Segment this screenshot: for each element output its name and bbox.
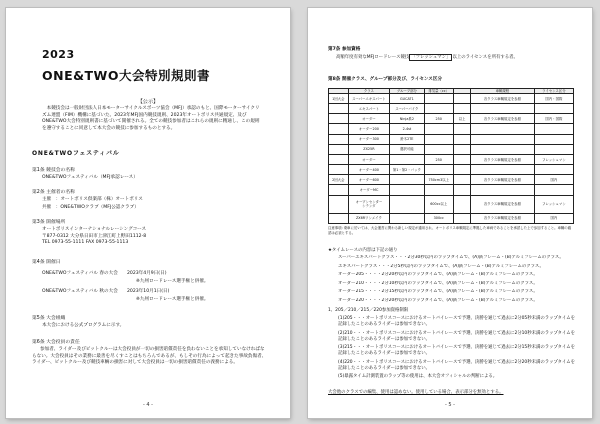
time-race-item: オーダー220・・・・2分20秒以内のラップタイムで、(A)鉄フレーム・(B)アルミフレームのクラス。 [338,298,538,303]
table-row [329,134,574,144]
time-race-item: オーダー210・・・・2分10秒以内のラップタイムで、(A)鉄フレーム・(B)アルミフレームのクラス。 [338,280,538,286]
table-cell: オーダー [348,114,390,124]
table-cell [534,134,573,144]
time-race-item: スーパーエキスパートクラス・・・2分30秒以内のラップタイムで、(A)鉄フレーム・(B)アルミフレームのクラス。 [338,255,564,260]
table-cell: 250 [424,114,453,124]
table-cell: オープンセンター シテンダ [348,195,390,213]
table-row [329,165,574,175]
table-cell [453,165,470,175]
notice-body: 本競技会は一般財団法人日本モーターサイクルスポーツ協会（MFJ）承認のもと、国際モーターサイクリズム連盟（FIM）機構に基づいた、2023年MFJ国内競技規則、2023年オートポリス共通規定、及びONE&TWO大会特別規則書に基づいて開催される。全ての競技参加者はこれらの規則に精通し、この規則を遵守することに同意して本大会の競技に参加するものとする。 [42,106,260,131]
article-4-autumn-note: ※九州ロードレース選手権と併催。 [136,297,209,302]
article-6-body: 参加者、ライダー及びピットクルーは大会役員が一切の損害賠償責任を負わないことを承知していなければならない。大会役員はその業務に最善を尽くすことはもちろんであるが、もしその行為によって起きた事故負傷者、ライダー、ピットクルー及び競技車輌の損害に対して大会役員は一切の損害賠償責任の義務による。 [32,347,267,366]
table-header-cell: グループ部分 [390,89,424,94]
table-cell [453,185,470,195]
table-cell [471,134,535,144]
article-4-spring: ONE&TWOフェスティバル 春の大会 2023年4月9日(日) [42,271,167,276]
left-page [6,8,290,418]
article-1-title: 第1条 競技会の名称 [32,168,75,173]
table-cell [534,124,573,134]
table-cell [390,213,424,223]
table-cell: オーダー400 [348,165,390,175]
table-cell: GUCAT1 [390,94,424,104]
table-cell [329,154,349,164]
table-cell [534,104,573,114]
table-cell [424,165,453,175]
table-row [329,154,574,164]
table-row [329,175,574,185]
time-race-item: オーダー215・・・・2分15秒以内のラップタイムで、(A)鉄フレーム・(B)アルミフレームのクラス。 [338,289,538,295]
table-cell: 国内・国際 [534,94,573,104]
article-3-venue: オートポリスインターナショナルレーシングコース [42,227,147,232]
table-cell: ZX25R [348,144,390,154]
table-cell [471,165,535,175]
table-cell [453,94,470,104]
table-cell: 各クラス車輌規定を参照 [471,195,535,213]
table-cell [329,185,349,195]
table-cell [534,165,573,175]
table-cell [390,195,424,213]
table-cell [471,124,535,134]
table-row [329,213,574,223]
article-3-phone: TEL 0973-55-1111 FAX 0973-55-1113 [42,240,129,245]
table-cell: 選択可能 [390,144,424,154]
final-note: 大会他のクラスでの編集、使用は認めない。使用している場合、表示部分を無効とする。 [328,390,504,395]
table-cell: オーダー200 [348,124,390,134]
table-cell: エキスパート [348,104,390,114]
table-row [329,185,574,195]
article-7-highlight: 「フレッシュマン」 [411,55,451,60]
table-cell: 鈴木2TE [390,134,424,144]
table-cell: 各クラス車輌規定を参照 [471,94,535,104]
table-cell: ZX6Rワンメイク [348,213,390,223]
table-row [329,124,574,134]
section-title: ONE&TWOフェスティバル [32,150,120,157]
table-header-cell: 排気量（cc） [424,89,453,94]
table-cell [471,104,535,114]
table-cell: 各クラス車輌規定を参照 [471,175,535,185]
article-6-title: 第6条 大会役員の責任 [32,340,80,345]
table-cell: 750cm3以上 [424,175,453,185]
table-cell [329,144,349,154]
table-cell: 300cc [424,213,453,223]
table-cell [329,195,349,213]
article-2-title: 第2条 主催者の名称 [32,190,75,195]
table-cell: 国内 [534,175,573,185]
article-3-address: 〒877-0312 大分県日田市上津江町上野田1112-8 [42,234,147,239]
table-cell [424,124,453,134]
article-7-prefix: 高額年度有効なMFJロードレース競技 [336,55,410,60]
table-cell [453,104,470,114]
article-5-title: 第5条 大会組織 [32,316,66,321]
table-cell [471,185,535,195]
table-cell [453,144,470,154]
eligibility-item: (3)215・・・オートポリスコースにおけるオートバイレースで予選、決勝を通じて過去に2分15秒未満のラップタイムを記録したことのあるライダーは参加できない。 [338,345,576,357]
table-cell: 各クラス車輌規定を参照 [471,114,535,124]
table-note: 注意事項: 乗車に於いては、大会運営に関わる新しい規定が適用され、オートポリス車輌規定に準拠した車両であることを承認した上で参加すること。車輌の確認は必須とする。 [328,226,572,235]
table-cell: スーパーバイク [390,104,424,114]
table-cell: 600cc以上 [424,195,453,213]
table-cell [424,94,453,104]
table-cell [329,104,349,114]
table-cell [453,213,470,223]
table-row [329,94,574,104]
eligibility-item: (4)220・・・オートポリスコースにおけるオートバイレースで予選、決勝を通じて過去に2分20秒未満のラップタイムを記録したことのあるライダーは参加できない。 [338,359,576,371]
table-cell: オーダー600 [348,175,390,185]
table-cell: オーダー [348,154,390,164]
table-cell: 2-4st [390,124,424,134]
table-cell: Ninja系2 [390,114,424,124]
table-row [329,144,574,154]
table-cell: スーパーエキスパート [348,94,390,104]
table-cell [534,144,573,154]
table-cell: フレッシュマン [534,154,573,164]
eligibility-title: 1、205／210／215／220参加資格制限 [328,308,409,313]
table-cell: 各クラス車輌規定を参照 [471,154,535,164]
article-2-cosponsor: 共催 ：ONE&TWOクラブ（MFJ公認クラブ） [42,205,139,210]
table-cell: 以上 [453,114,470,124]
article-8-title: 第8条 開催クラス、グループ部分及び、ライセンス区分 [328,77,443,82]
eligibility-item: (5)暴露タイム計測装置のラップ等の使用は、本大会オフィシャルの判断による。 [338,374,498,380]
article-4-title: 第4条 開催日 [32,260,61,265]
eligibility-item: (2)210・・・オートポリスコースにおけるオートバイレースで予選、決勝を通じて過去に2分10秒未満のラップタイムを記録したことのあるライダーは参加できない。 [338,330,576,342]
class-table [328,88,574,224]
article-5-body: 本大会における公式プログラムに示す。 [42,323,125,328]
table-cell: オーダーMC [348,185,390,195]
table-cell [390,175,424,185]
table-cell: オーダー300 [348,134,390,144]
class-table-grid [328,88,574,224]
table-row [329,195,574,213]
article-1-body: ONE&TWOフェスティバル（MFJ承認レース） [42,175,138,180]
table-cell [453,134,470,144]
notice-header: 【公示】 [137,99,159,105]
table-cell [329,134,349,144]
table-cell [424,134,453,144]
table-header-cell: 車輌規程 [471,89,535,94]
table-cell [424,104,453,114]
table-cell: 1回大会 [329,94,349,104]
table-cell [424,144,453,154]
table-cell: 国内 [534,213,573,223]
document-title: ONE&TWO大会特別規則書 [42,68,210,83]
table-cell [329,213,349,223]
table-cell [534,185,573,195]
table-cell: 国内・国際 [534,114,573,124]
table-cell [453,175,470,185]
table-row [329,114,574,124]
table-row [329,104,574,114]
table-cell [424,185,453,195]
table-cell: 各クラス車輌規定を参照 [471,213,535,223]
article-4-autumn: ONE&TWOフェスティバル 秋の大会 2023年10月1日(日) [42,289,170,294]
article-7-suffix: 以上のライセンスを所有する者。 [452,55,518,60]
time-race-title: ★タイムレースの内容は下記の通り [328,248,398,253]
article-4-spring-note: ※九州ロードレース選手権と併催。 [136,279,209,284]
table-cell [329,124,349,134]
table-header-cell: ライセンス区分 [534,89,573,94]
article-3-title: 第3条 開催場所 [32,220,66,225]
eligibility-item: (1)205・・・オートポリスコースにおけるオートバイレースで予選、決勝を通じて過去に2分05秒未満のラップタイムを記録したことのあるライダーは参加できない。 [338,316,576,328]
table-cell [453,195,470,213]
article-7-body [336,54,518,60]
table-cell: 2回大会 [329,175,349,185]
time-race-item: エキスパートクラス・・・2分5秒以内のラップタイムで、(A)鉄フレーム・(B)アルミフレームのクラス。 [338,263,544,269]
table-cell [471,144,535,154]
table-cell [390,185,424,195]
table-cell: 250 [424,154,453,164]
article-2-organizer: 主催 ：オートポリス倶楽部（株）オートポリス [42,197,143,202]
table-cell [329,165,349,175]
article-7-title: 第7条 参加資格 [328,47,361,52]
page-number-right: - 5 - [445,402,455,408]
table-header-cell: クラス [348,89,390,94]
table-cell: フレッシュマン [534,195,573,213]
page-number-left: - 4 - [143,402,153,408]
time-race-item: オーダー205・・・・2分20秒以内のラップタイムで、(A)鉄フレーム・(B)アルミフレームのクラス。 [338,272,538,278]
table-cell [390,154,424,164]
table-cell [453,154,470,164]
table-cell: 第1・第2・バック [390,165,424,175]
document-year: 2023 [42,48,75,61]
table-cell [453,124,470,134]
table-cell [329,114,349,124]
right-page [308,8,592,418]
